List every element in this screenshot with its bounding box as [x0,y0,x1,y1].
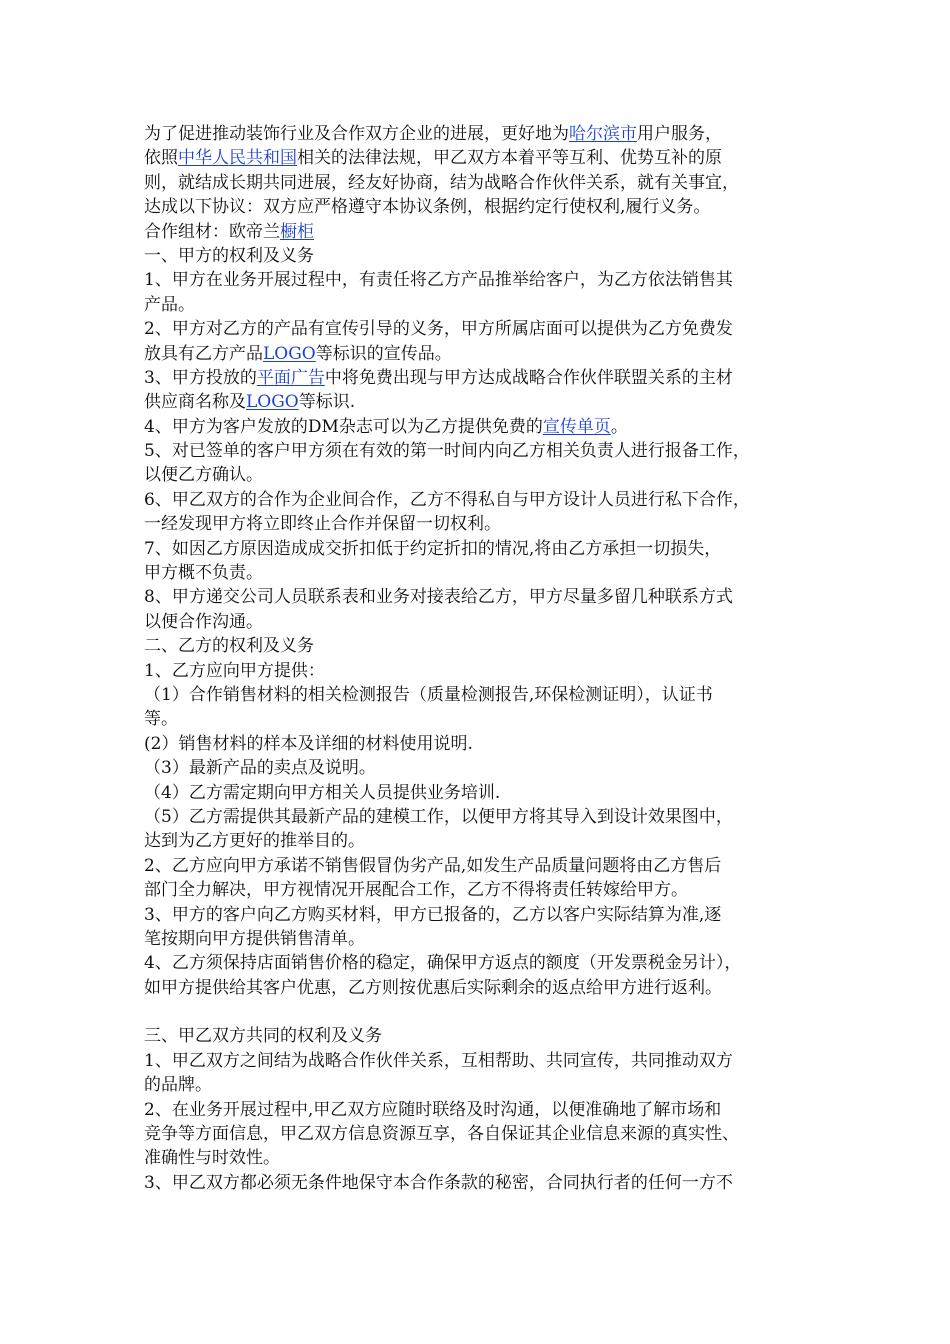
s2-sub5-line1: （5）乙方需提供其最新产品的建模工作，以便甲方将其导入到设计效果图中， [144,806,733,827]
s3-item2-line2: 竞争等方面信息，甲乙双方信息资源互享，各自保证其企业信息来源的真实性、 [144,1124,739,1145]
s1-item2-line1: 2、甲方对乙方的产品有宣传引导的义务，甲方所属店面可以提供为乙方免费发 [144,319,733,340]
link-logo-1[interactable]: LOGO [263,343,316,364]
s1-item3-line1: 3、甲方投放的平面广告中将免费出现与甲方达成战略合作伙伴联盟关系的主材 [144,367,733,388]
s2-item2-line1: 2、乙方应向甲方承诺不销售假冒伪劣产品,如发生产品质量问题将由乙方售后 [144,855,722,876]
s3-item2-line3: 准确性与时效性。 [144,1148,280,1169]
s1-item8-line2: 以便合作沟通。 [144,611,263,632]
s2-sub2: (2）销售材料的样本及详细的材料使用说明. [144,733,473,754]
s3-item2-line1: 2、在业务开展过程中,甲乙双方应随时联络及时沟通，以便准确地了解市场和 [144,1099,722,1120]
section2-heading: 二、乙方的权利及义务 [144,636,314,657]
s1-item1-line1: 1、甲方在业务开展过程中，有责任将乙方产品推举给客户，为乙方依法销售其 [144,270,733,291]
s2-item4-line2: 如甲方提供给其客户优惠，乙方则按优惠后实际剩余的返点给甲方进行返利。 [144,977,722,998]
s1-item7-line2: 甲方概不负责。 [144,563,263,584]
s2-item1: 1、乙方应向甲方提供： [144,660,325,681]
s2-item3-line2: 笔按期向甲方提供销售清单。 [144,928,365,949]
s1-item2-line2: 放具有乙方产品LOGO等标识的宣传品。 [144,343,452,364]
s2-sub3: （3）最新产品的卖点及说明。 [144,758,376,779]
s2-sub1-line2: 等。 [144,709,178,730]
s2-item3-line1: 3、甲方的客户向乙方购买材料，甲方已报备的，乙方以客户实际结算为准,逐 [144,904,722,925]
s1-item1-line2: 产品。 [144,294,195,315]
s1-item5-line2: 以便乙方确认。 [144,465,263,486]
paragraph-gap [144,1000,824,1024]
s1-item5-line1: 5、对已签单的客户甲方须在有效的第一时间内向乙方相关负责人进行报备工作， [144,441,750,462]
s2-sub4: （4）乙方需定期向甲方相关人员提供业务培训. [144,782,501,803]
s2-item2-line2: 部门全力解决，甲方视情况开展配合工作，乙方不得将责任转嫁给甲方。 [144,880,688,901]
s2-sub5-line2: 达到为乙方更好的推举目的。 [144,831,365,852]
s1-item4: 4、甲方为客户发放的DM杂志可以为乙方提供免费的宣传单页。 [144,416,628,437]
intro-line-3: 则，就结成长期共同进展，经友好协商，结为战略合作伙伴关系，就有关事宜， [144,172,739,193]
s2-item4-line1: 4、乙方须保持店面销售价格的稳定，确保甲方返点的额度（开发票税金另计）， [144,953,742,974]
link-harbin[interactable]: 哈尔滨市 [569,124,637,144]
link-flyer[interactable]: 宣传单页 [542,416,611,437]
link-cabinet[interactable]: 橱柜 [280,221,314,242]
s3-item3-line1: 3、甲乙双方都必须无条件地保守本合作条款的秘密，合同执行者的任何一方不 [144,1172,733,1193]
section3-heading: 三、甲乙双方共同的权利及义务 [144,1026,382,1047]
s1-item7-line1: 7、如因乙方原因造成成交折扣低于约定折扣的情况,将由乙方承担一切损失， [144,538,722,559]
section1-heading: 一、甲方的权利及义务 [144,245,314,266]
document-body [144,122,824,1195]
intro-line-1: 为了促进推动装饰行业及合作双方企业的进展，更好地为哈尔滨市用户服务， [144,124,722,144]
link-print-ad[interactable]: 平面广告 [256,367,325,388]
s1-item6-line2: 一经发现甲方将立即终止合作并保留一切权利。 [144,514,501,535]
s1-item3-line2: 供应商名称及LOGO等标识. [144,392,356,413]
link-logo-2[interactable]: LOGO [246,392,299,413]
intro-line-2: 依照中华人民共和国相关的法律法规，甲乙双方本着平等互利、优势互补的原 [144,148,722,169]
link-prc[interactable]: 中华人民共和国 [178,148,297,169]
s1-item6-line1: 6、甲乙双方的合作为企业间合作，乙方不得私自与甲方设计人员进行私下合作， [144,489,750,510]
s3-item1-line1: 1、甲乙双方之间结为战略合作伙伴关系，互相帮助、共同宣传，共同推动双方 [144,1050,733,1071]
intro-line-4: 达成以下协议：双方应严格遵守本协议条例，根据约定行使权利,履行义务。 [144,197,711,218]
s1-item8-line1: 8、甲方递交公司人员联系表和业务对接表给乙方，甲方尽量多留几种联系方式 [144,587,733,608]
s2-sub1-line1: （1）合作销售材料的相关检测报告（质量检测报告,环保检测证明），认证书 [144,684,713,705]
s3-item1-line2: 的品牌。 [144,1075,212,1096]
intro-line-5: 合作组材：欧帝兰橱柜 [144,221,314,242]
